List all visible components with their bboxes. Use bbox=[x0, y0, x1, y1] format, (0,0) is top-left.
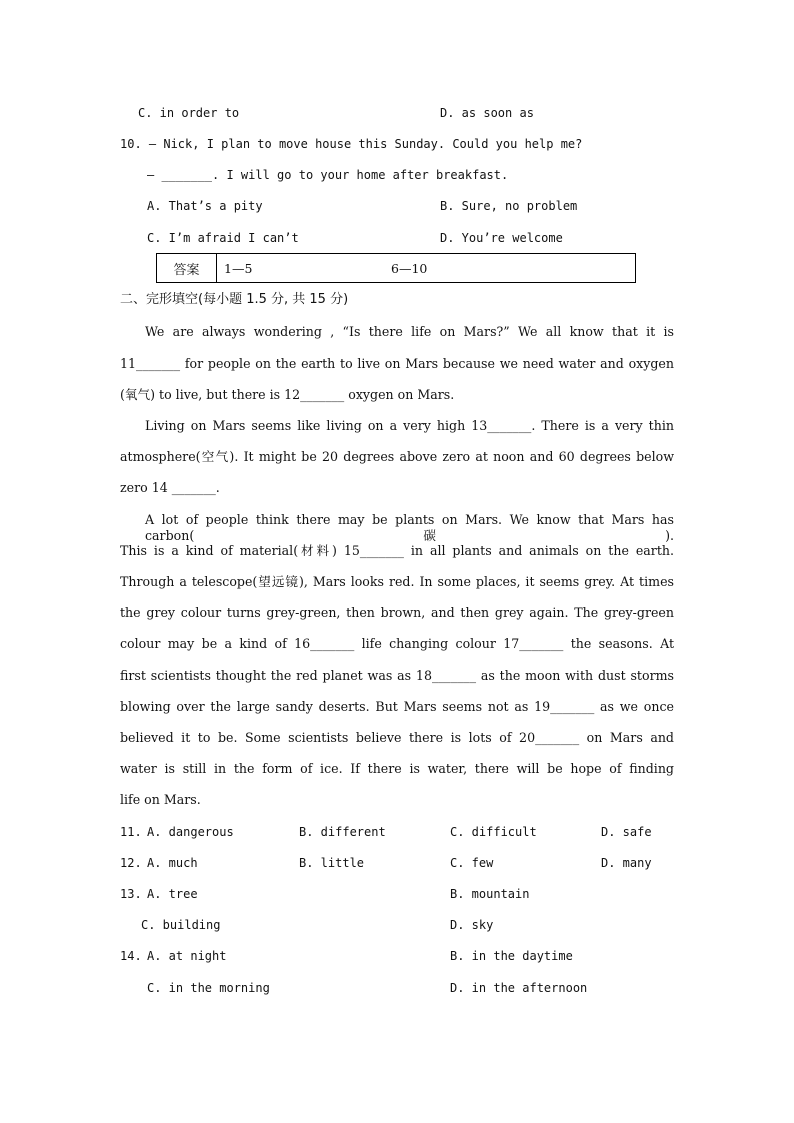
answer-table-body bbox=[217, 254, 635, 282]
q12-option-c: C. few bbox=[450, 856, 494, 870]
q12-number: 12. bbox=[120, 856, 142, 870]
passage-line-3: (氧气) to live, but there is 12_______ oxygen on Mars. bbox=[120, 387, 455, 402]
q13-number: 13. bbox=[120, 887, 142, 901]
answer-table bbox=[156, 253, 636, 283]
passage-line-10: the grey colour turns grey-green, then brown, and then grey again. The grey-green bbox=[120, 605, 674, 620]
answer-range-6-10: 6—10 bbox=[391, 261, 428, 276]
q12-option-d: D. many bbox=[601, 856, 652, 870]
q10-reply: — _______. I will go to your home after breakfast. bbox=[147, 168, 509, 182]
answer-range-1-5: 1—5 bbox=[224, 261, 253, 276]
q13-option-a: A. tree bbox=[147, 887, 198, 901]
q11-option-d: D. safe bbox=[601, 825, 652, 839]
q9-option-d: D. as soon as bbox=[440, 106, 534, 120]
q13-option-b: B. mountain bbox=[450, 887, 530, 901]
section-title: 二、完形填空(每小题 1.5 分, 共 15 分) bbox=[120, 292, 349, 307]
passage-line-4: Living on Mars seems like living on a very high 13_______. There is a very thin bbox=[145, 418, 674, 433]
answer-table-header: 答案 bbox=[157, 254, 217, 282]
q11-option-c: C. difficult bbox=[450, 825, 537, 839]
q10-option-d: D. You’re welcome bbox=[440, 231, 563, 245]
passage-line-16: life on Mars. bbox=[120, 792, 201, 807]
q11-option-a: A. dangerous bbox=[147, 825, 234, 839]
passage-line-8: This is a kind of material(材料) 15_______ in all plants and animals on the earth. bbox=[120, 543, 674, 558]
passage-line-7: A lot of people think there may be plants on Mars. We know that Mars has carbon(碳). bbox=[145, 512, 674, 543]
passage-line-11: colour may be a kind of 16_______ life changing colour 17_______ the seasons. At bbox=[120, 636, 674, 651]
q13-option-d: D. sky bbox=[450, 918, 494, 932]
passage-line-15: water is still in the form of ice. If there is water, there will be hope of finding bbox=[120, 761, 674, 776]
q14-option-b: B. in the daytime bbox=[450, 949, 573, 963]
q11-option-b: B. different bbox=[299, 825, 386, 839]
q13-option-c: C. building bbox=[141, 918, 221, 932]
q10-stem: 10. — Nick, I plan to move house this Sunday. Could you help me? bbox=[120, 137, 583, 151]
passage-line-12: first scientists thought the red planet was as 18_______ as the moon with dust storms bbox=[120, 668, 674, 683]
q14-option-a: A. at night bbox=[147, 949, 227, 963]
q12-option-a: A. much bbox=[147, 856, 198, 870]
passage-line-5: atmosphere(空气). It might be 20 degrees above zero at noon and 60 degrees below bbox=[120, 449, 674, 464]
q14-number: 14. bbox=[120, 949, 142, 963]
q10-option-a: A. That’s a pity bbox=[147, 199, 263, 213]
q14-option-c: C. in the morning bbox=[147, 981, 270, 995]
passage-line-1: We are always wondering , “Is there life on Mars?” We all know that it is bbox=[145, 324, 674, 339]
q14-option-d: D. in the afternoon bbox=[450, 981, 588, 995]
passage-line-2: 11_______ for people on the earth to live on Mars because we need water and oxygen bbox=[120, 356, 674, 371]
q10-option-b: B. Sure, no problem bbox=[440, 199, 578, 213]
q9-option-c: C. in order to bbox=[138, 106, 240, 120]
q11-number: 11. bbox=[120, 825, 142, 839]
passage-line-9: Through a telescope(望远镜), Mars looks red. In some places, it seems grey. At times bbox=[120, 574, 674, 589]
passage-line-13: blowing over the large sandy deserts. But Mars seems not as 19_______ as we once bbox=[120, 699, 674, 714]
q12-option-b: B. little bbox=[299, 856, 365, 870]
passage-line-6: zero 14 _______. bbox=[120, 480, 220, 495]
q10-option-c: C. I’m afraid I can’t bbox=[147, 231, 299, 245]
passage-line-14: believed it to be. Some scientists believe there is lots of 20_______ on Mars and bbox=[120, 730, 674, 745]
